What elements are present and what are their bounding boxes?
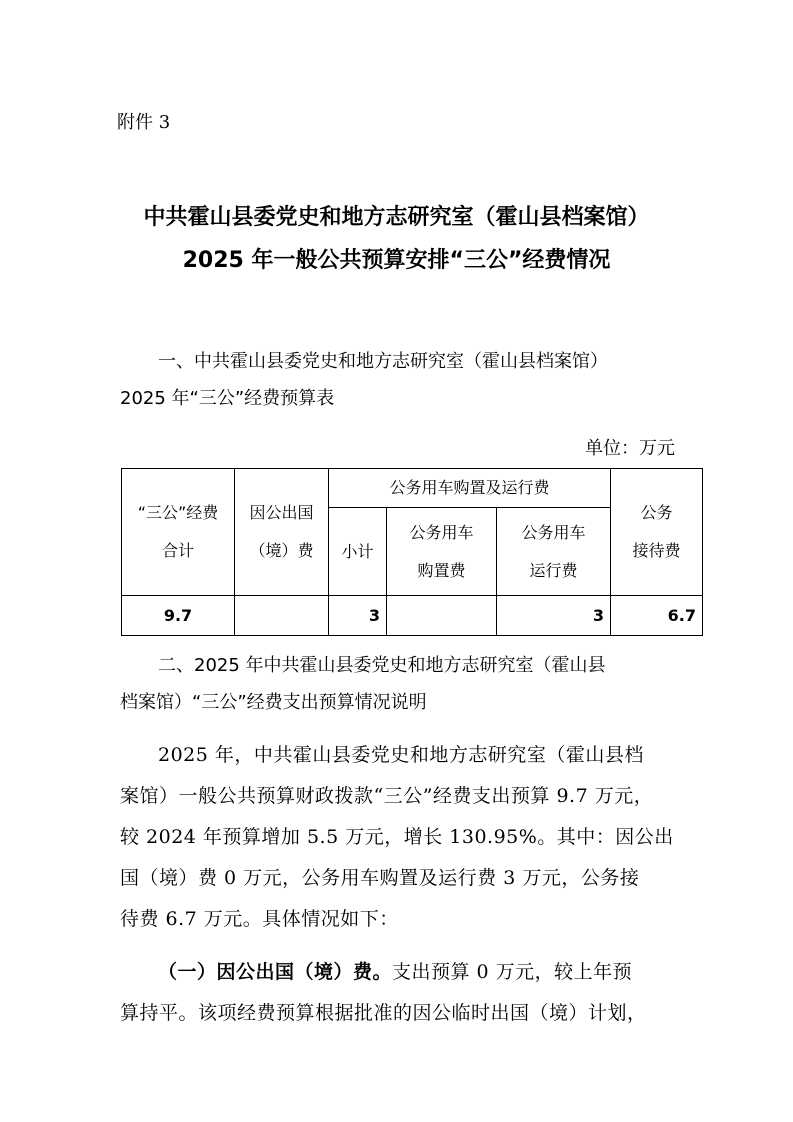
cell-operation: 3: [497, 596, 611, 636]
document-title-line1: 中共霍山县委党史和地方志研究室（霍山县档案馆）: [143, 205, 650, 230]
document-title-line2: 2025 年一般公共预算安排“三公”经费情况: [182, 248, 611, 273]
header-subtotal: 小计: [329, 508, 387, 596]
paragraph1-line3: 较 2024 年预算增加 5.5 万元，增长 130.95%。其中：因公出: [120, 826, 674, 848]
section2-heading-line2: 档案馆）“三公”经费支出预算情况说明: [120, 692, 427, 713]
paragraph2-line1: [158, 957, 632, 984]
paragraph2-line2: 算持平。该项经费预算根据批准的因公临时出国（境）计划，: [120, 1002, 647, 1024]
section2-heading-line1: 二、2025 年中共霍山县委党史和地方志研究室（霍山县: [158, 655, 606, 676]
cell-subtotal: 3: [329, 596, 387, 636]
attachment-label: 附件 3: [117, 112, 171, 133]
header-vehicle-operation: 公务用车 运行费: [497, 508, 611, 596]
budget-table: [121, 468, 703, 636]
header-vehicle-purchase: 公务用车 购置费: [387, 508, 497, 596]
cell-purchase: [387, 596, 497, 636]
section1-heading-line1: 一、中共霍山县委党史和地方志研究室（霍山县档案馆）: [158, 351, 608, 372]
paragraph1-line1: 2025 年，中共霍山县委党史和地方志研究室（霍山县档: [158, 744, 644, 766]
paragraph1-line2: 案馆）一般公共预算财政拨款“三公”经费支出预算 9.7 万元，: [120, 785, 654, 807]
cell-total: 9.7: [122, 596, 235, 636]
header-abroad: 因公出国 （境）费: [235, 469, 329, 596]
paragraph1-line4: 国（境）费 0 万元，公务用车购置及运行费 3 万元，公务接: [120, 867, 640, 889]
section1-heading-line2: 2025 年“三公”经费预算表: [120, 388, 335, 409]
header-total: “三公”经费 合计: [122, 469, 235, 596]
cell-reception: 6.7: [611, 596, 703, 636]
table-row: [122, 596, 703, 636]
unit-label: 单位：万元: [585, 438, 675, 459]
header-vehicle-group: 公务用车购置及运行费: [329, 469, 611, 508]
paragraph2-lead: （一）因公出国（境）费。: [158, 961, 393, 983]
paragraph1-line5: 待费 6.7 万元。具体情况如下：: [120, 908, 399, 930]
cell-abroad: [235, 596, 329, 636]
paragraph2-line1-rest: 支出预算 0 万元，较上年预: [392, 961, 633, 983]
header-reception: 公务 接待费: [611, 469, 703, 596]
